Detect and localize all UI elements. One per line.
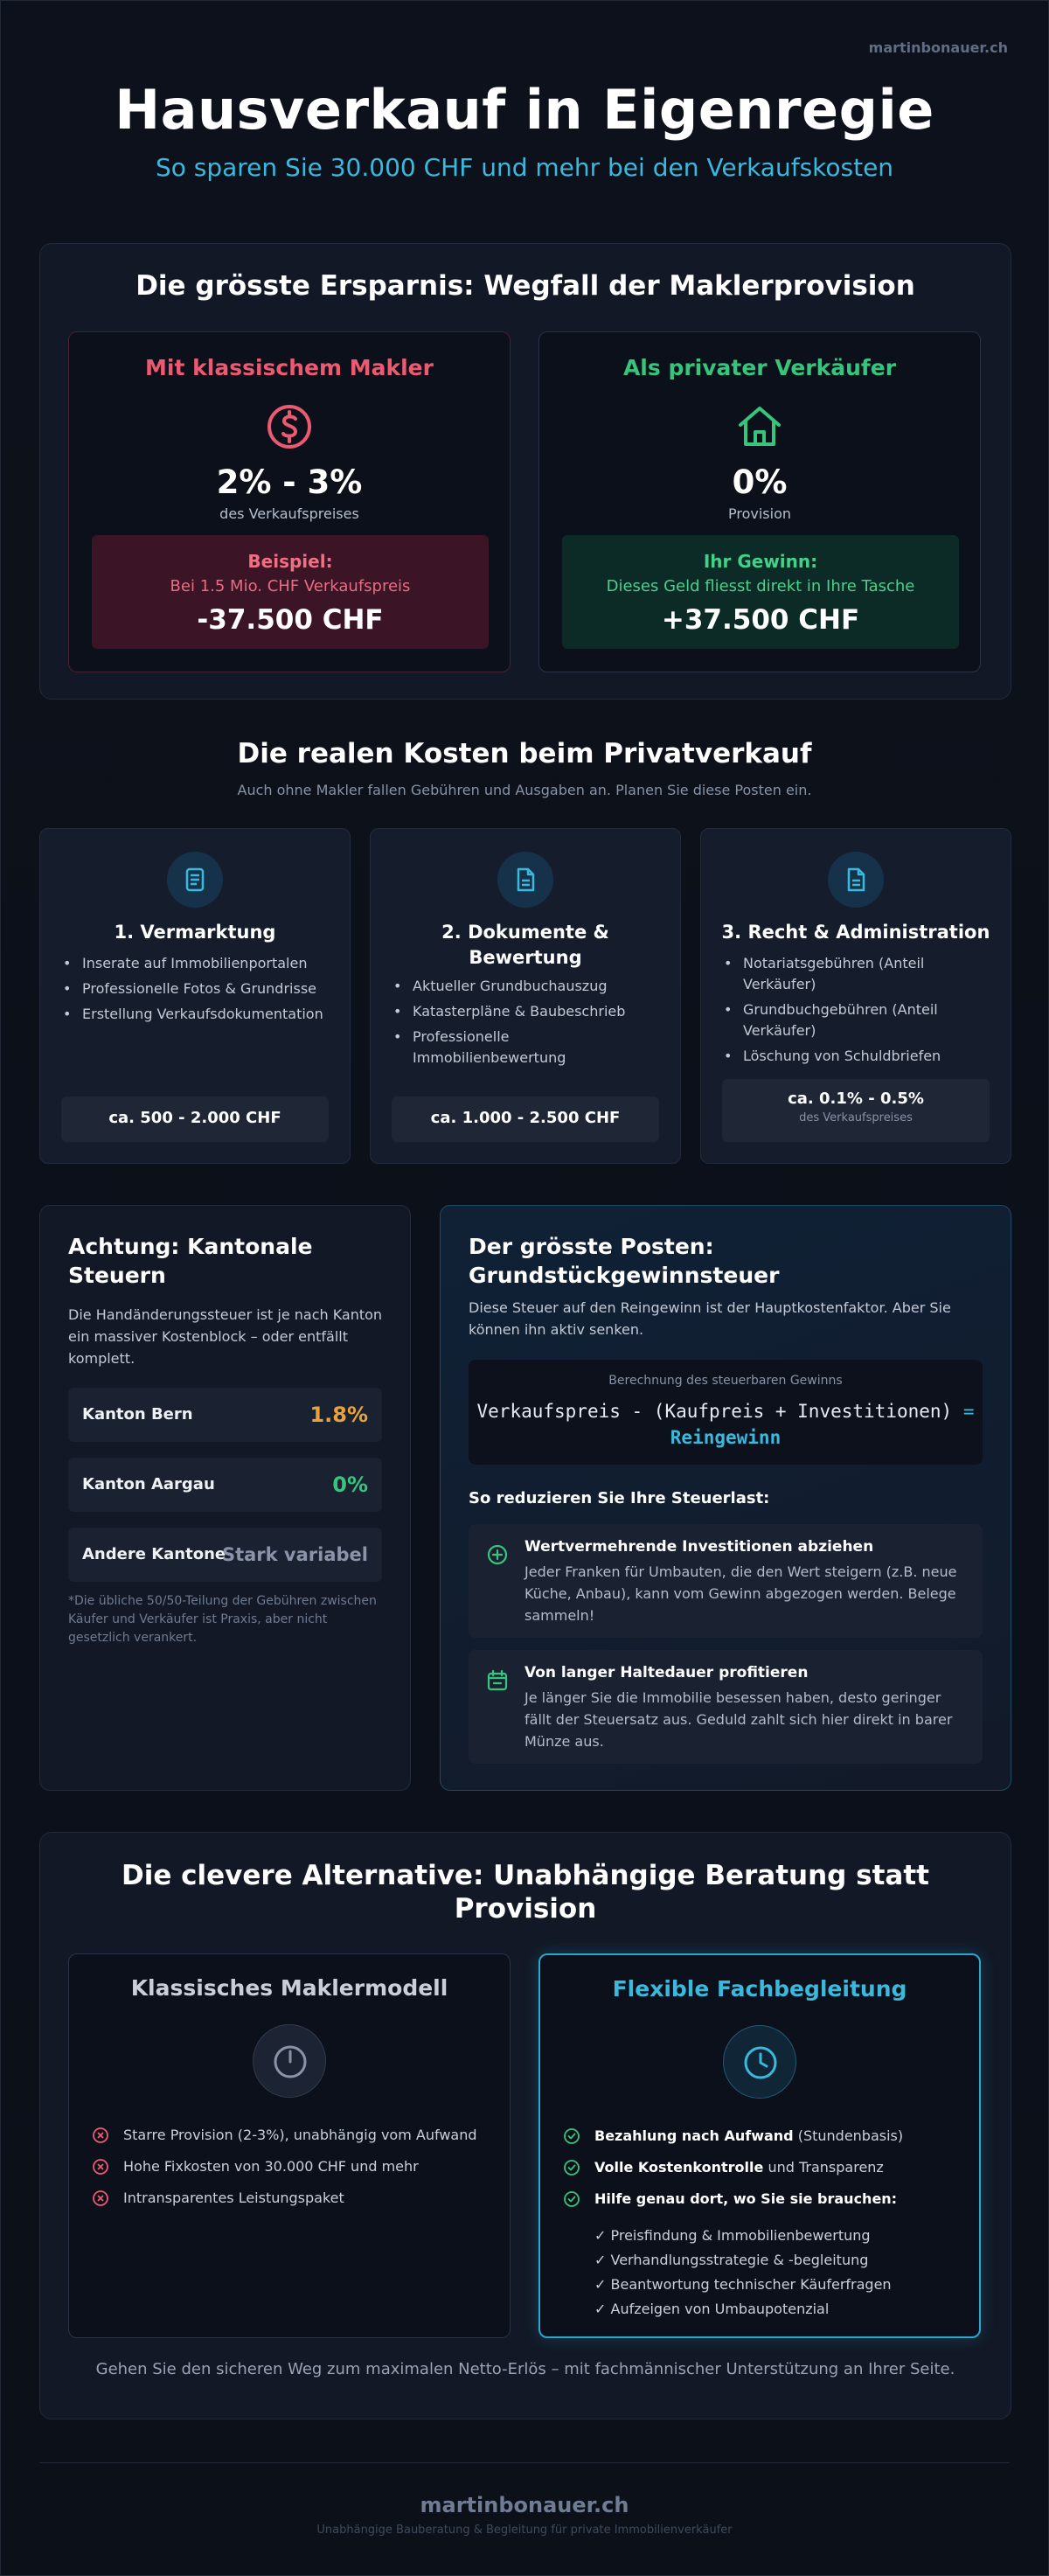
alternative-section	[39, 1832, 1011, 2419]
list-item-bold: Volle Kostenkontrolle	[594, 2159, 764, 2176]
tip-heading: Wertvermehrende Investitionen abziehen	[524, 1538, 874, 1556]
broker-example-text: Bei 1.5 Mio. CHF Verkaufspreis	[170, 577, 411, 595]
canton-row-other	[68, 1528, 382, 1582]
canton-row-aargau	[68, 1458, 382, 1512]
private-gain-box	[562, 535, 959, 649]
list-item	[563, 2158, 962, 2177]
gain-tax-text: Diese Steuer auf den Reingewinn ist der Hauptkostenfaktor. Aber Sie können ihn aktiv senken.	[469, 1299, 951, 1338]
broker-example-value: -37.500 CHF	[197, 604, 384, 636]
flex-model-sublist	[594, 2226, 892, 2324]
canton-value: Stark variabel	[221, 1544, 368, 1565]
footer-tagline: Unabhängige Bauberatung & Begleitung für private Immobilienverkäufer	[316, 2524, 733, 2537]
cost-card-price-box	[61, 1097, 329, 1142]
broker-example-heading: Beispiel:	[247, 551, 333, 572]
cost-card-title: 2. Dokumente & Bewertung	[441, 922, 609, 968]
power-icon	[253, 2024, 326, 2098]
x-circle-icon	[92, 2158, 109, 2176]
list-item-text: Starre Provision (2-3%), unabhängig vom Aufwand	[123, 2127, 477, 2143]
list-item: • Katasterpläne & Baubeschrieb	[392, 1001, 659, 1022]
private-rate: 0%	[732, 463, 788, 501]
broker-card	[68, 331, 511, 672]
broker-rate: 2% - 3%	[216, 463, 363, 501]
flex-model-card	[538, 1953, 981, 2338]
canton-name: Kanton Bern	[82, 1405, 193, 1424]
cost-card-price: ca. 0.1% - 0.5%	[788, 1090, 924, 1108]
list-item	[563, 2190, 962, 2209]
canton-row-bern	[68, 1388, 382, 1442]
cost-card-price-box	[722, 1079, 990, 1142]
cost-card-marketing	[39, 828, 351, 1164]
list-item: • Löschung von Schuldbriefen	[722, 1046, 990, 1067]
cost-card-price: ca. 500 - 2.000 CHF	[108, 1109, 281, 1127]
x-circle-icon	[92, 2127, 109, 2144]
check-circle-icon	[563, 2127, 580, 2145]
tips-title: So reduzieren Sie Ihre Steuerlast:	[469, 1489, 770, 1507]
brand-header: martinbonauer.ch	[868, 39, 1008, 56]
cost-card-price: ca. 1.000 - 2.500 CHF	[430, 1109, 621, 1127]
tip-heading: Von langer Haltedauer profitieren	[524, 1664, 809, 1681]
cantonal-tax-footnote: *Die übliche 50/50-Teilung der Gebühren zwischen Käufer und Verkäufer ist Praxis, aber nicht gesetzlich verankert.	[68, 1594, 377, 1645]
formula-box	[469, 1360, 983, 1465]
gain-tax-panel	[440, 1205, 1011, 1791]
list-item: • Professionelle Immobilienbewertung	[392, 1027, 659, 1069]
alternative-footer-text: Gehen Sie den sicheren Weg zum maximalen Netto-Erlös – mit fachmännischer Unterstützung an Ihrer Seite.	[95, 2360, 955, 2378]
sub-list-item: ✓ Preisfindung & Immobilienbewertung	[594, 2227, 871, 2244]
list-item	[92, 2157, 492, 2176]
list-item-text: (Stundenbasis)	[793, 2127, 904, 2144]
list-item-bold: Hilfe genau dort, wo Sie sie brauchen:	[594, 2190, 898, 2207]
list-item	[563, 2127, 962, 2146]
formula-left: Verkaufspreis - (Kaufpreis + Investitionen)	[476, 1401, 953, 1422]
list-item: • Aktueller Grundbuchauszug	[392, 976, 659, 997]
classic-model-list	[92, 2126, 492, 2220]
list-item: • Professionelle Fotos & Grundrisse	[61, 978, 329, 999]
classic-model-card	[68, 1953, 511, 2338]
list-item-text: Intransparentes Leistungspaket	[123, 2190, 344, 2206]
cost-card-list	[722, 953, 990, 1071]
private-rate-caption: Provision	[727, 505, 791, 522]
broker-rate-caption: des Verkaufspreises	[219, 505, 359, 522]
savings-section	[39, 243, 1011, 700]
document-icon	[828, 852, 884, 908]
cost-card-price-box	[392, 1097, 659, 1142]
canton-name: Kanton Aargau	[82, 1475, 215, 1493]
private-gain-text: Dieses Geld fliesst direkt in Ihre Tasche	[606, 577, 915, 595]
cost-card-price-note: des Verkaufspreises	[799, 1111, 913, 1124]
canton-value: 1.8%	[309, 1403, 368, 1427]
x-circle-icon	[92, 2190, 109, 2207]
gain-tax-title: Der grösste Posten: Grundstückgewinnsteuer	[469, 1234, 780, 1288]
tip-text: Je länger Sie die Immobilie besessen haben, desto geringer fällt der Steuersatz aus. Geduld zahlt sich hier direkt in barer Münze aus.	[524, 1689, 953, 1750]
sub-list-item: ✓ Aufzeigen von Umbaupotenzial	[594, 2301, 830, 2317]
dollar-circle-icon	[263, 400, 316, 453]
list-item-text: und Transparenz	[763, 2159, 884, 2176]
cantonal-tax-panel	[39, 1205, 411, 1791]
cost-card-legal	[700, 828, 1011, 1164]
sub-list-item: ✓ Beantwortung technischer Käuferfragen	[594, 2276, 892, 2293]
private-gain-heading: Ihr Gewinn:	[703, 551, 818, 572]
list-item-text: Hohe Fixkosten von 30.000 CHF und mehr	[123, 2158, 419, 2175]
cost-card-list	[61, 953, 329, 1029]
cost-card-documents	[370, 828, 681, 1164]
check-circle-icon	[563, 2159, 580, 2176]
cost-card-title: 1. Vermarktung	[114, 922, 276, 943]
private-card	[538, 331, 981, 672]
list-item: • Inserate auf Immobilienportalen	[61, 953, 329, 974]
private-gain-value: +37.500 CHF	[661, 604, 860, 636]
tip-holding-period	[469, 1650, 983, 1764]
list-item: • Notariatsgebühren (Anteil Verkäufer)	[722, 953, 990, 995]
list-item: • Grundbuchgebühren (Anteil Verkäufer)	[722, 999, 990, 1041]
broker-example-box	[92, 535, 489, 649]
formula-caption: Berechnung des steuerbaren Gewinns	[608, 1374, 843, 1388]
formula-result: Reingewinn	[670, 1427, 782, 1448]
list-item	[92, 2189, 492, 2208]
cost-card-list	[392, 976, 659, 1073]
list-item-bold: Bezahlung nach Aufwand	[594, 2127, 794, 2144]
page-subtitle: So sparen Sie 30.000 CHF und mehr bei den Verkaufskosten	[155, 153, 894, 182]
alternative-title: Die clevere Alternative: Unabhängige Beratung statt Provision	[121, 1860, 929, 1925]
check-circle-icon	[563, 2190, 580, 2208]
costs-title: Die realen Kosten beim Privatverkauf	[237, 738, 812, 769]
flex-model-heading: Flexible Fachbegleitung	[612, 1976, 907, 2002]
private-heading: Als privater Verkäufer	[622, 355, 897, 380]
clock-icon	[723, 2025, 796, 2099]
page-title: Hausverkauf in Eigenregie	[115, 78, 934, 142]
tip-investments	[469, 1524, 983, 1638]
tip-text: Jeder Franken für Umbauten, die den Wert steigern (z.B. neue Küche, Anbau), kann vom Gewinn abgezogen werden. Belege sammeln!	[524, 1563, 957, 1624]
list-item	[92, 2126, 492, 2145]
cantonal-tax-title: Achtung: Kantonale Steuern	[68, 1234, 313, 1288]
costs-subtitle: Auch ohne Makler fallen Gebühren und Ausgaben an. Planen Sie diese Posten ein.	[237, 782, 812, 798]
list-item: • Erstellung Verkaufsdokumentation	[61, 1004, 329, 1025]
formula-equals: =	[962, 1401, 975, 1422]
sub-list-item: ✓ Verhandlungsstrategie & -begleitung	[594, 2252, 869, 2268]
footer-divider	[39, 2462, 1010, 2463]
calendar-icon	[486, 1669, 509, 1692]
savings-title: Die grösste Ersparnis: Wegfall der Maklerprovision	[135, 270, 915, 302]
cantonal-tax-text: Die Handänderungssteuer ist je nach Kanton ein massiver Kostenblock – oder entfällt komplett.	[68, 1306, 383, 1367]
footer-brand: martinbonauer.ch	[420, 2493, 629, 2517]
plus-circle-icon	[486, 1543, 509, 1566]
canton-name: Andere Kantone	[82, 1545, 226, 1563]
newspaper-icon	[167, 852, 223, 908]
cost-card-title: 3. Recht & Administration	[721, 922, 990, 943]
classic-model-heading: Klassisches Maklermodell	[130, 1975, 448, 2001]
document-icon	[497, 852, 553, 908]
flex-model-list	[563, 2127, 962, 2221]
canton-value: 0%	[332, 1472, 368, 1497]
house-icon	[733, 400, 786, 453]
broker-heading: Mit klassischem Makler	[145, 355, 434, 380]
formula-equation	[469, 1398, 983, 1451]
